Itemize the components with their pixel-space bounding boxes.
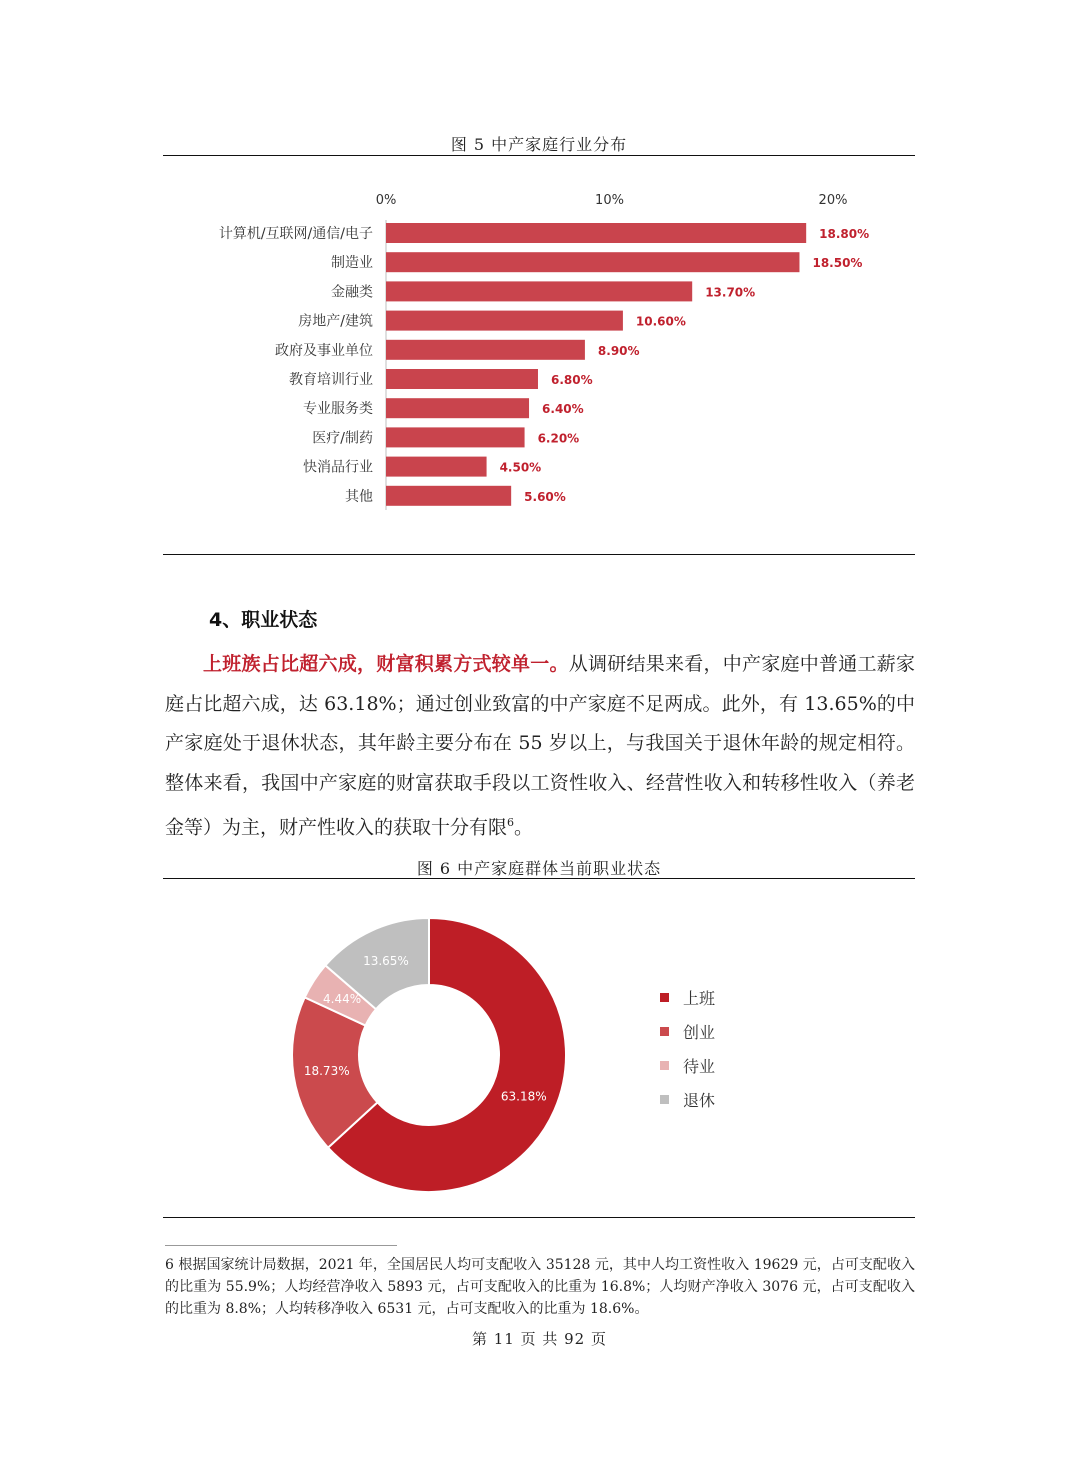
footnote-separator bbox=[165, 1245, 397, 1246]
legend-item bbox=[660, 1014, 715, 1048]
category-label: 计算机/互联网/通信/电子 bbox=[218, 226, 373, 242]
legend-label: 上班 bbox=[683, 988, 716, 1008]
legend-swatch bbox=[660, 1027, 669, 1036]
figure6-donut-chart bbox=[163, 880, 643, 1210]
figure6-top-rule bbox=[163, 878, 915, 879]
footnote: 6 根据国家统计局数据，2021 年，全国居民人均可支配收入 35128 元，其中人均工资性收入 19629 元，占可支配收入的比重为 55.9%；人均经营净收入 5893 元，占可支配收入的比重为 16.8%；人均财产净收入 3076 元，占可支配收入的比重为 8.8%；人均转移净收入 6531 元，占可支配收入的比重为 18.6%。 bbox=[165, 1257, 915, 1317]
category-label: 金融类 bbox=[331, 284, 373, 301]
slice-label: 13.65% bbox=[363, 953, 409, 968]
bar bbox=[386, 457, 487, 477]
category-label: 快消品行业 bbox=[303, 459, 373, 476]
bar bbox=[386, 281, 692, 301]
legend-item bbox=[660, 980, 715, 1014]
legend-item bbox=[660, 1082, 715, 1116]
bar bbox=[386, 427, 525, 447]
data-label: 5.60% bbox=[524, 489, 566, 504]
axis-tick-label: 20% bbox=[818, 193, 848, 208]
figure5-bottom-rule bbox=[163, 554, 915, 555]
paragraph-end: 。 bbox=[514, 816, 534, 839]
category-label: 其他 bbox=[345, 488, 373, 505]
category-label: 专业服务类 bbox=[303, 401, 373, 418]
figure5-title: 图 5 中产家庭行业分布 bbox=[450, 135, 628, 154]
slice-label: 18.73% bbox=[303, 1063, 350, 1078]
data-label: 6.40% bbox=[542, 402, 584, 417]
category-label: 制造业 bbox=[331, 255, 373, 272]
axis-tick-label: 0% bbox=[375, 193, 397, 208]
legend-swatch bbox=[660, 993, 669, 1002]
bar bbox=[386, 340, 585, 360]
page-number: 第 11 页 共 92 页 bbox=[471, 1330, 607, 1348]
bar bbox=[386, 369, 538, 389]
section-paragraph bbox=[165, 645, 915, 848]
data-label: 8.90% bbox=[597, 343, 640, 358]
paragraph-body: 从调研结果来看，中产家庭中普通工薪家庭占比超六成，达 63.18%；通过创业致富的中产家庭不足两成。此外，有 13.65%的中产家庭处于退休状态，其年龄主要分布在 55 岁以上，与我国关于退休年龄的规定相符。整体来看，我国中产家庭的财富获取手段以工资性收入、经营性收入和转移性收入（养老金等）为主，财产性收入的获取十分有限 bbox=[165, 653, 915, 839]
figure5-top-rule bbox=[163, 155, 915, 156]
footnote-ref[interactable]: 6 bbox=[507, 816, 515, 829]
figure5-bar-chart bbox=[163, 180, 915, 520]
axis-tick-label: 10% bbox=[595, 193, 624, 208]
legend-swatch bbox=[660, 1061, 669, 1070]
category-label: 医疗/制药 bbox=[312, 430, 373, 447]
category-label: 政府及事业单位 bbox=[275, 342, 373, 359]
figure6-bottom-rule bbox=[163, 1217, 915, 1218]
figure6-title: 图 6 中产家庭群体当前职业状态 bbox=[416, 859, 662, 878]
category-label: 教育培训行业 bbox=[289, 372, 373, 388]
bar bbox=[386, 398, 529, 418]
slice-label: 4.44% bbox=[323, 991, 362, 1006]
paragraph-lead: 上班族占比超六成，财富积累方式较单一。 bbox=[203, 653, 569, 675]
bar bbox=[386, 311, 623, 331]
bar bbox=[386, 486, 511, 506]
data-label: 18.80% bbox=[819, 227, 870, 241]
bar bbox=[386, 252, 799, 272]
legend-label: 退休 bbox=[683, 1090, 716, 1110]
data-label: 6.20% bbox=[537, 431, 580, 446]
category-label: 房地产/建筑 bbox=[298, 313, 373, 330]
data-label: 6.80% bbox=[550, 373, 593, 387]
legend-label: 创业 bbox=[683, 1022, 716, 1042]
data-label: 10.60% bbox=[635, 314, 686, 329]
data-label: 4.50% bbox=[499, 460, 542, 475]
legend-item bbox=[660, 1048, 715, 1082]
figure6-legend bbox=[660, 980, 715, 1116]
data-label: 13.70% bbox=[705, 285, 756, 300]
bar bbox=[386, 223, 806, 243]
slice-label: 63.18% bbox=[500, 1089, 547, 1104]
data-label: 18.50% bbox=[812, 256, 863, 271]
legend-label: 待业 bbox=[683, 1056, 716, 1076]
section-heading: 4、职业状态 bbox=[209, 609, 318, 631]
legend-swatch bbox=[660, 1095, 669, 1104]
